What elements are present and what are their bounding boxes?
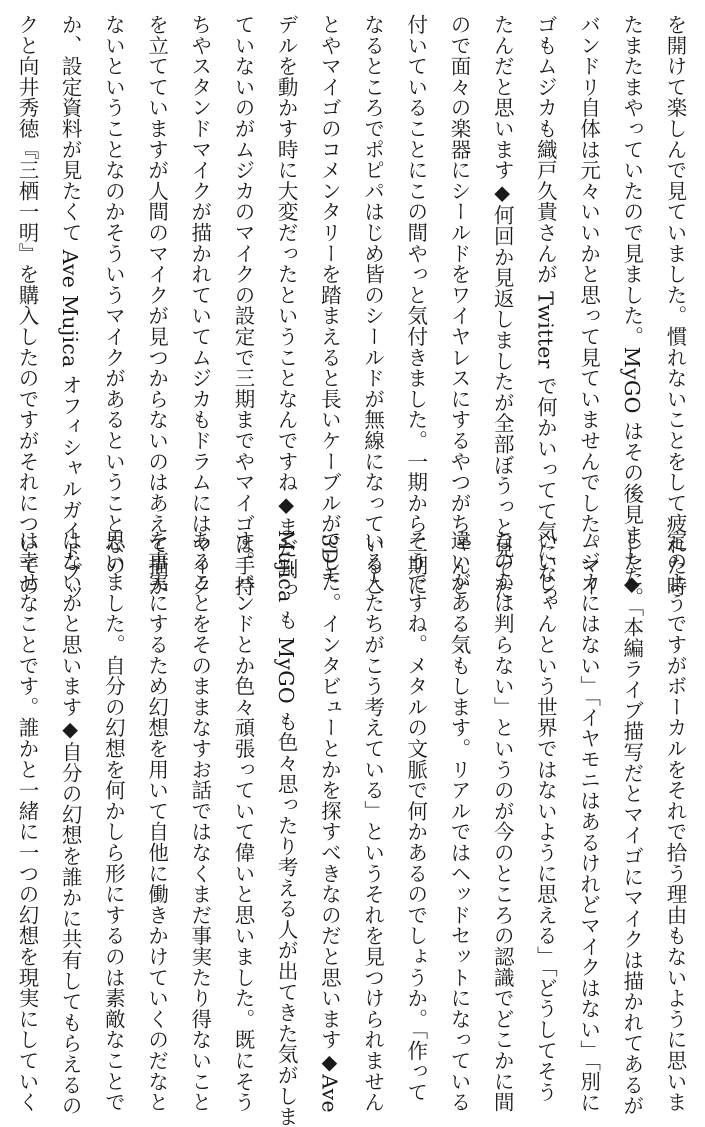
- text-column: Mujica も MyGO も色々思ったり考える人が出てきた気がしま: [274, 530, 299, 1127]
- text-column: 思いました。自分の幻想を何かしら形にするのは素敵なことで: [101, 530, 126, 1113]
- text-column: たんだと思います◆何回か見返しましたが全部ぼうっと見てた: [490, 14, 515, 600]
- text-column: は幸せなことです。誰かと一緒に一つの幻想を現実にしていく: [14, 530, 39, 1113]
- text-column: デルを動かす時に大変だったということなんですね◆まだ判っ: [274, 14, 299, 600]
- text-column: 定のようですがボーカルをそれで拾う理由もないように思いま: [663, 530, 687, 1113]
- text-column: そうですね。メタルの文脈で何かあるのでしょうか。「作って: [403, 530, 428, 1103]
- text-column: した◆「本編ライブ描写だとマイゴにマイクは描かれてあるが: [619, 530, 644, 1116]
- text-column: 違いがある気もします。リアルではヘッドセットになっている: [446, 530, 471, 1113]
- text-column: ゴもムジカも織戸久貴さんが Twitter で何かいってて気になっ: [533, 14, 558, 605]
- text-column: でした。インタビューとかを探すべきなのだと思います◆Ave: [317, 530, 342, 1113]
- text-column: を開けて楽しんで見ていました。慣れないことをして疲れた時: [663, 14, 687, 597]
- text-column: たまたまやっていたので見ました。MyGO はその後見ました。: [619, 14, 644, 608]
- text-column: ていないのがムジカのマイクの設定で三期までやマイゴは手持: [230, 14, 255, 597]
- text-column: いる人たちがこう考えている」というそれを見つけられません: [360, 530, 385, 1113]
- text-column: あることをそのままなすお話ではなくまだ事実たり得ないこと: [187, 530, 212, 1113]
- text-column: 付いていることにこの間やっと気付きました。一期から二期に: [403, 14, 428, 597]
- text-column: なるところでポピパはじめ皆のシールドが無線になっているこ: [360, 14, 385, 597]
- text-column: [0, 14, 5, 504]
- text-column: いいじゃんという世界ではないように思える」「どうしてそう: [533, 530, 558, 1103]
- text-column: バンドリ自体は元々いいかと思って見ていませんでした。マイ: [576, 14, 601, 597]
- text-column: ちやスタンドマイクが描かれていてムジカもドラムにはマイク: [187, 14, 212, 597]
- top-text-block: [14, 14, 696, 608]
- text-column: を立てていますが人間のマイクが見つからないのはあえて描か: [144, 14, 169, 597]
- text-column: ムジカにはない」「イヤモニはあるけれどマイクはない」「別に: [576, 530, 601, 1113]
- text-column: ないということなのかそういうマイクがあるということなの: [101, 14, 126, 576]
- text-column: か、設定資料が見たくて Ave Mujica オフィシャルガイドブッ: [58, 14, 83, 604]
- text-column: クと向井秀徳『三栖一明』を購入したのですがそれについての: [14, 14, 39, 597]
- text-column: を事実にするため幻想を用いて自他に働きかけていくのだなと: [144, 530, 169, 1113]
- text-column: [0, 530, 5, 1020]
- text-column: なのかは判らない」というのが今のところの認識でどこかに間: [490, 530, 515, 1113]
- text-column: す。バンドとか色々頑張っていて偉いと思いました。既にそう: [230, 530, 255, 1113]
- text-column: ので面々の楽器にシールドをワイヤレスにするやつがちゃんと: [446, 14, 471, 597]
- bottom-text-block: [14, 530, 696, 1127]
- text-column: とやマイゴのコメンタリーを踏まえると長いケーブルが3Dモ: [317, 14, 342, 585]
- text-column: はないかと思います◆自分の幻想を誰かに共有してもらえるの: [58, 530, 83, 1116]
